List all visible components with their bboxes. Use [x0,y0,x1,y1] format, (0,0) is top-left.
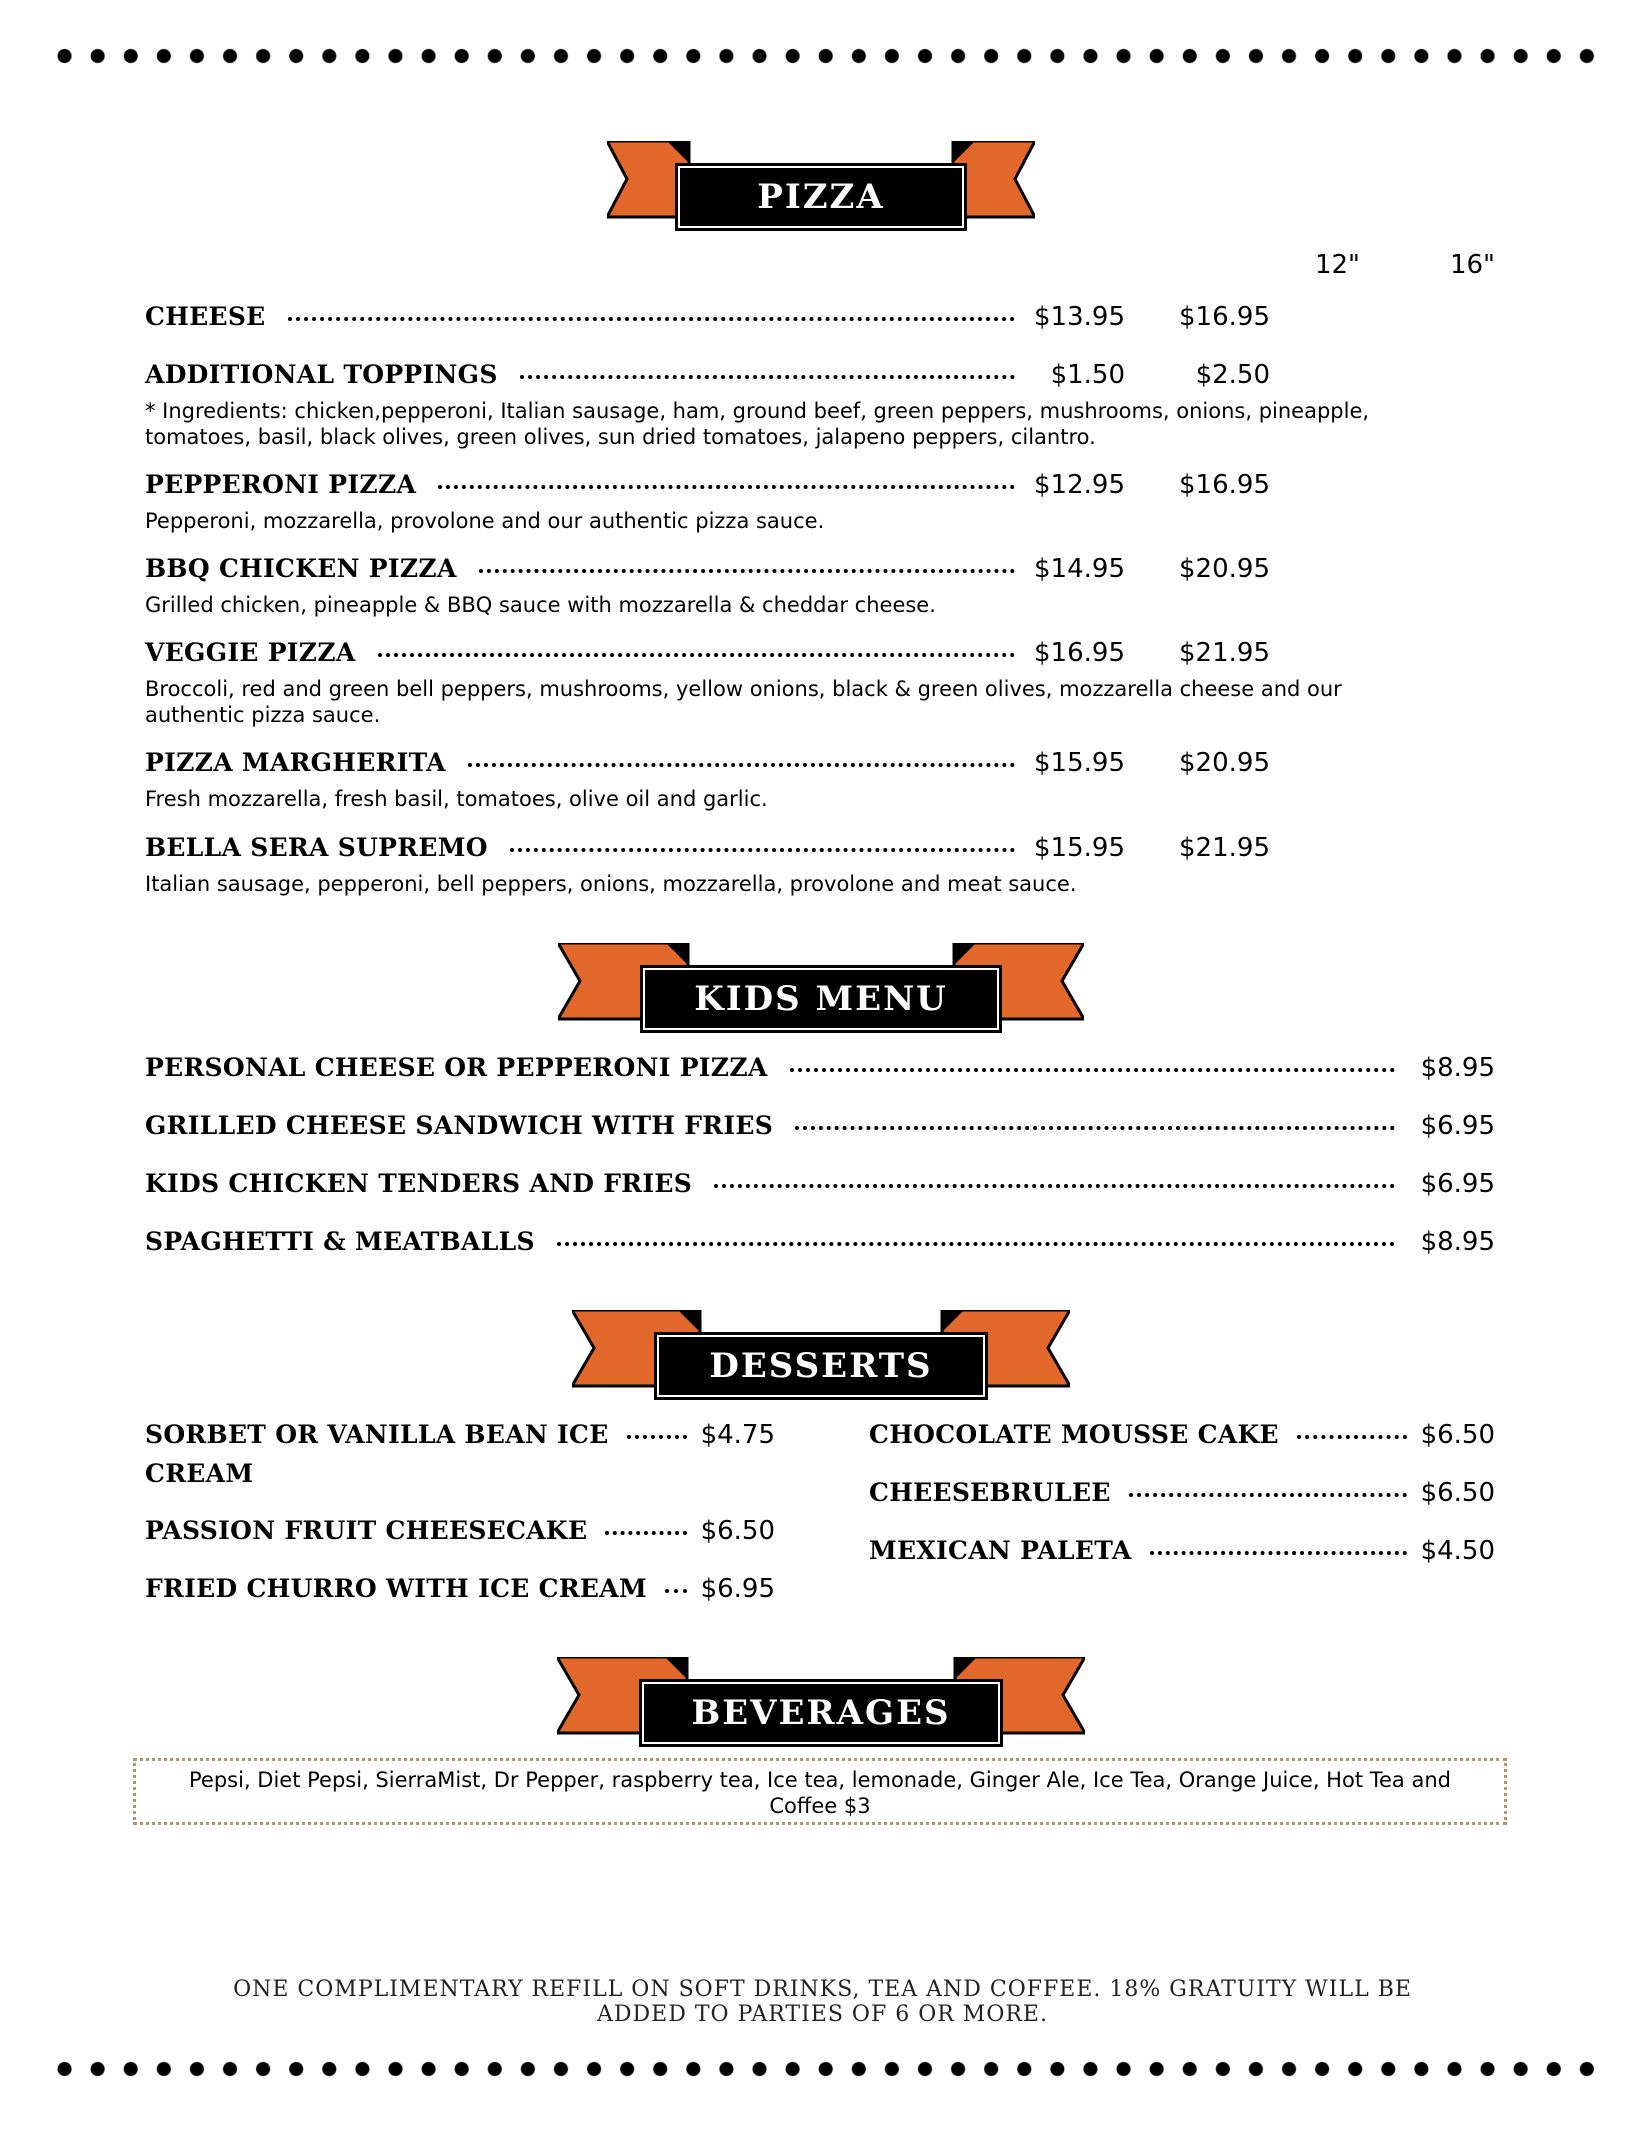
menu-item-row [145,302,1270,332]
item-name: CHEESEBRULEE [869,1478,1111,1507]
dot-leader [557,1242,1395,1246]
menu-item-row [145,470,1270,500]
price-16: $16.95 [1179,302,1270,332]
price-12: $12.95 [1034,470,1125,500]
item-price: $6.50 [1420,1420,1495,1450]
menu-item-row [145,748,1270,778]
dot-leader [1297,1435,1407,1439]
item-name: VEGGIE PIZZA [145,638,356,667]
item-name: ADDITIONAL TOPPINGS [145,360,498,389]
footer-note [160,1977,1485,2027]
menu-item-row [145,638,1270,668]
item-name: SORBET OR VANILLA BEAN ICE [145,1420,609,1449]
menu-item-row [145,360,1270,390]
menu-item-row [869,1478,1495,1508]
desserts-banner [572,1310,1070,1402]
item-name: CHEESE [145,302,266,331]
dot-leader [627,1435,687,1439]
price-16: $21.95 [1179,638,1270,668]
item-description: Fresh mozzarella, fresh basil, tomatoes, olive oil and garlic. [145,787,768,811]
item-name: MEXICAN PALETA [869,1536,1132,1565]
item-description: * Ingredients: chicken,pepperoni, Italian sausage, ham, ground beef, green peppers, mushrooms, onions, pineapple, tomatoes, basil, black olives, green olives, sun dried tomatoes, jalapeno peppers, cilantro. [145,399,1370,449]
item-price: $8.95 [1420,1227,1495,1257]
dot-leader [288,317,1015,321]
item-name: BBQ CHICKEN PIZZA [145,554,457,583]
dot-leader [605,1531,686,1535]
item-price: $4.75 [700,1420,775,1450]
item-description: Italian sausage, pepperoni, bell peppers, onions, mozzarella, provolone and meat sauce. [145,872,1077,896]
price-12: $15.95 [1034,748,1125,778]
beverages-list [133,1758,1507,1825]
item-description: Grilled chicken, pineapple & BBQ sauce with mozzarella & cheddar cheese. [145,593,936,617]
desserts-section-title: DESSERTS [709,1346,933,1386]
dot-leader [510,848,1015,852]
item-price: $6.50 [700,1516,775,1546]
dot-leader [378,653,1015,657]
item-description: Pepperoni, mozzarella, provolone and our authentic pizza sauce. [145,509,825,533]
footer-line-2: ADDED TO PARTIES OF 6 OR MORE. [597,2002,1048,2027]
top-dot-border [48,48,1597,64]
menu-item-row [145,833,1270,863]
dot-leader [1129,1493,1407,1497]
dot-leader [438,485,1015,489]
dot-leader [479,569,1015,573]
pizza-banner [607,141,1035,233]
price-12: $13.95 [1034,302,1125,332]
price-16: $16.95 [1179,470,1270,500]
price-16: $2.50 [1195,360,1270,390]
item-name: BELLA SERA SUPREMO [145,833,488,862]
bottom-dot-border [48,2061,1597,2077]
item-name: PIZZA MARGHERITA [145,748,446,777]
item-price: $6.95 [1420,1111,1495,1141]
item-name: GRILLED CHEESE SANDWICH WITH FRIES [145,1111,774,1140]
menu-item-row [869,1420,1495,1450]
item-price: $6.50 [1420,1478,1495,1508]
menu-item-row [145,554,1270,584]
price-12: $15.95 [1034,833,1125,863]
menu-item-row [145,1169,1495,1199]
item-name-continued: CREAM [145,1459,254,1488]
item-price: $6.95 [700,1574,775,1604]
dot-leader [795,1126,1395,1130]
dot-leader [714,1184,1395,1188]
dot-leader [1150,1551,1407,1555]
item-name: SPAGHETTI & MEATBALLS [145,1227,535,1256]
kids-section-title: KIDS MENU [694,979,948,1019]
price-16: $21.95 [1179,833,1270,863]
menu-item-row [145,1574,775,1604]
item-description: Broccoli, red and green bell peppers, mushrooms, yellow onions, black & green olives, mozzarella cheese and our authentic pizza sauce. [145,677,1342,727]
dot-leader [790,1068,1395,1072]
menu-item-row [145,1227,1495,1257]
size-header-16: 16" [1449,250,1495,280]
dot-leader [665,1589,687,1593]
item-price: $4.50 [1420,1536,1495,1566]
price-16: $20.95 [1179,748,1270,778]
menu-item-row [145,1516,775,1546]
menu-item-row [145,1111,1495,1141]
dot-leader [520,375,1015,379]
beverages-banner [557,1657,1085,1749]
item-name: KIDS CHICKEN TENDERS AND FRIES [145,1169,693,1198]
size-header-12: 12" [1314,250,1360,280]
item-name: PEPPERONI PIZZA [145,470,417,499]
menu-item-row [145,1420,775,1450]
pizza-section-title: PIZZA [757,177,885,217]
price-12: $14.95 [1034,554,1125,584]
item-price: $6.95 [1420,1169,1495,1199]
price-12: $16.95 [1034,638,1125,668]
item-name: PERSONAL CHEESE OR PEPPERONI PIZZA [145,1053,768,1082]
item-name: PASSION FRUIT CHEESECAKE [145,1516,588,1545]
item-name: CHOCOLATE MOUSSE CAKE [869,1420,1279,1449]
beverages-section-title: BEVERAGES [691,1693,951,1733]
price-16: $20.95 [1179,554,1270,584]
dot-leader [468,763,1015,767]
item-price: $8.95 [1420,1053,1495,1083]
menu-item-row [869,1536,1495,1566]
menu-item-row [145,1053,1495,1083]
kids-banner [558,943,1084,1035]
price-12: $1.50 [1050,360,1125,390]
beverages-line-1: Pepsi, Diet Pepsi, SierraMist, Dr Pepper, raspberry tea, Ice tea, lemonade, Ginger Ale, Ice Tea, Orange Juice, Hot Tea and [189,1768,1451,1792]
item-name: FRIED CHURRO WITH ICE CREAM [145,1574,647,1603]
beverages-line-2: Coffee $3 [769,1794,871,1818]
footer-line-1: ONE COMPLIMENTARY REFILL ON SOFT DRINKS, TEA AND COFFEE. 18% GRATUITY WILL BE [233,1977,1412,2002]
